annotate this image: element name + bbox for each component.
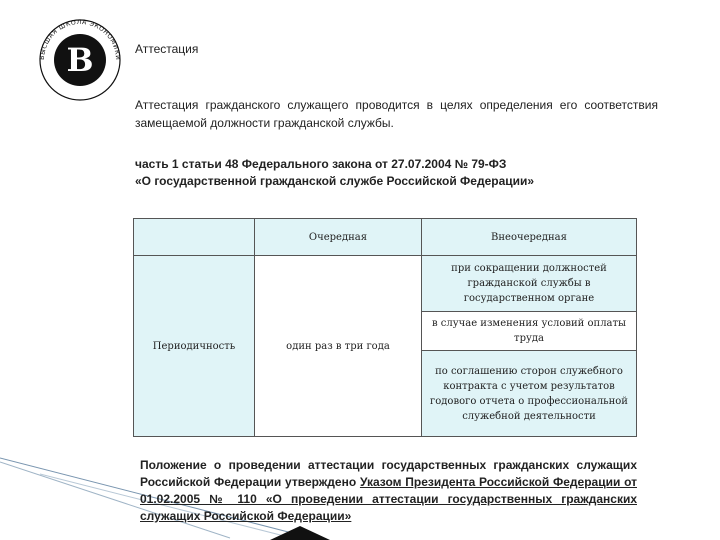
law-line-2: «О государственной гражданской службе Российской Федерации» — [135, 174, 535, 188]
law-line-1: часть 1 статьи 48 Федерального закона от 27.07.2004 № 79-ФЗ — [135, 157, 507, 171]
table-row — [134, 256, 637, 312]
presidential-decree-link[interactable]: Указом Президента Российской Федерации от 01.02.2005 № 110 «О проведении аттестации государственных гражданских служащих Российской Федерации» — [140, 475, 637, 523]
reason-3: по соглашению сторон служебного контракта с учетом результатов годового отчета о профессиональной служебной деятельности — [422, 351, 637, 437]
table-header-row — [134, 219, 637, 256]
header-extraordinary: Внеочередная — [422, 219, 637, 256]
intro-paragraph: Аттестация гражданского служащего проводится в целях определения его соответствия замещаемой должности гражданской службы. — [135, 98, 658, 130]
logo-ring-text: ВЫСШАЯ ШКОЛА ЭКОНОМИКИ — [38, 18, 122, 61]
row-label-periodicity: Периодичность — [134, 256, 255, 437]
reason-2: в случае изменения условий оплаты труда — [422, 312, 637, 351]
header-empty-cell — [134, 219, 255, 256]
header-regular: Очередная — [255, 219, 422, 256]
slide-title: Аттестация — [135, 42, 199, 56]
regular-value: один раз в три года — [255, 256, 422, 437]
reason-1: при сокращении должностей гражданской службы в государственном органе — [422, 256, 637, 312]
regulation-note — [140, 457, 637, 525]
attestation-table — [133, 218, 637, 437]
law-reference — [135, 156, 695, 190]
hse-logo — [38, 18, 122, 102]
logo-monogram: В — [66, 41, 94, 79]
regulation-text: Положение о проведении аттестации государственных гражданских служащих Российской Федерации утверждено — [140, 458, 637, 489]
